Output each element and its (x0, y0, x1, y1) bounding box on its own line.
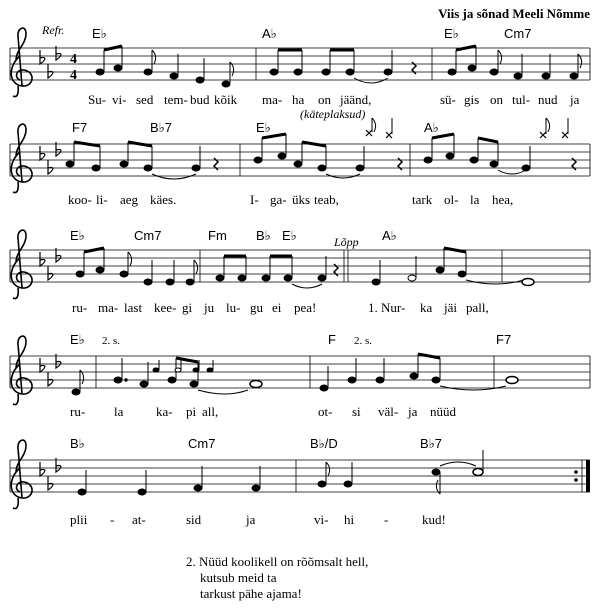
lyric-syllable: last (124, 300, 143, 315)
staff-3 (10, 230, 590, 298)
chord: B♭7 (150, 120, 173, 135)
lyric-syllable: kee- (154, 300, 177, 315)
lyric-syllable: tul- (512, 92, 531, 107)
lyric-syllable: vi- (112, 92, 127, 107)
lyric-syllable: sed (136, 92, 154, 107)
chord: B♭/D (310, 436, 338, 451)
lyric-syllable: jäi (444, 300, 457, 315)
lyric-syllable: ka (420, 300, 433, 315)
chord: B♭7 (420, 436, 443, 451)
lyric-syllable: koo- (68, 192, 92, 207)
lyric-syllable: la (114, 404, 124, 419)
chord: B♭ (70, 436, 85, 451)
lyric-syllable: ha (292, 92, 305, 107)
lyric-syllable: gi (182, 300, 193, 315)
lyric-syllable: aeg (120, 192, 139, 207)
lyric-syllable: 1. Nur- (368, 300, 406, 315)
lyric-syllable: ka- (156, 404, 173, 419)
refrain-mark: Refr. (42, 23, 65, 37)
lyric-syllable: ja (570, 92, 580, 107)
lyric-syllable: tark (412, 192, 433, 207)
chord: F7 (496, 332, 512, 347)
lyric-syllable: ot- (318, 404, 333, 419)
time-signature-top: 4 (70, 52, 77, 67)
lyric-syllable: pall, (466, 300, 489, 315)
lyric-syllable: üks (292, 192, 311, 207)
lyric-syllable: nud (538, 92, 558, 107)
lyric-syllable: ru- (70, 404, 86, 419)
lyric-syllable: lu- (226, 300, 241, 315)
time-signature-bottom: 4 (70, 68, 77, 83)
chord: A♭ (262, 26, 277, 41)
chord: B♭ (256, 228, 271, 243)
chord: Cm7 (134, 228, 162, 243)
lyric-syllable: pea! (294, 300, 317, 315)
lyric-syllable: kõik (214, 92, 238, 107)
lyric-syllable: kud! (422, 512, 446, 527)
chord: A♭ (382, 228, 397, 243)
verse-2-line: tarkust pähe ajama! (200, 586, 302, 601)
lyric-syllable: ma- (262, 92, 283, 107)
lyric-syllable: ru- (72, 300, 88, 315)
end-mark: Lõpp (334, 235, 359, 249)
lyric-syllable: ma- (98, 300, 119, 315)
chord: Cm7 (504, 26, 532, 41)
lyrics-line-2 (68, 192, 513, 207)
lyric-syllable: Su- (88, 92, 107, 107)
lyric-syllable: nüüd (430, 404, 456, 419)
lyric-syllable: all, (202, 404, 219, 419)
lyric-syllable: tem- (164, 92, 188, 107)
staff-5 (10, 440, 590, 508)
verse-2-line: 2. Nüüd koolikell on rõõmsalt hell, (186, 554, 369, 569)
chord-symbols (70, 26, 531, 451)
lyric-syllable: pi (186, 404, 197, 419)
chord: E♭ (282, 228, 297, 243)
lyric-syllable: on (318, 92, 331, 107)
verse-2-line: kutsub meid ta (200, 570, 277, 585)
second-time-mark: 2. s. (102, 335, 121, 347)
chord: E♭ (92, 26, 107, 41)
credit-line: Viis ja sõnad Meeli Nõmme (438, 6, 590, 21)
lyrics-line-5 (70, 512, 446, 527)
lyrics-line-3 (72, 300, 489, 315)
lyric-syllable: sid (186, 512, 202, 527)
chord: E♭ (70, 228, 85, 243)
lyric-syllable: sü- (440, 92, 456, 107)
lyric-syllable: teab, (314, 192, 339, 207)
lyrics-line-4 (70, 404, 457, 419)
lyric-syllable: gu (250, 300, 263, 315)
chord: E♭ (70, 332, 85, 347)
lyric-syllable: ga- (270, 192, 287, 207)
chord: E♭ (444, 26, 459, 41)
chord: F7 (72, 120, 88, 135)
lyric-syllable: - (110, 512, 115, 527)
lyric-syllable: plii (70, 512, 88, 527)
lyric-syllable: väl- (378, 404, 399, 419)
lyric-syllable: hea, (492, 192, 514, 207)
lyric-syllable: ei (272, 300, 282, 315)
lyric-syllable: at- (132, 512, 146, 527)
lyric-syllable: I- (250, 192, 259, 207)
second-time-mark: 2. s. (354, 335, 373, 347)
lyric-syllable: la (470, 192, 480, 207)
lyric-syllable: bud (190, 92, 210, 107)
lyric-syllable: ol- (444, 192, 459, 207)
chord: Fm (208, 228, 227, 243)
lyric-syllable: hi (344, 512, 355, 527)
lyric-syllable: si (352, 404, 361, 419)
chord: Cm7 (188, 436, 216, 451)
lyric-syllable: käes. (150, 192, 177, 207)
lyrics-line-1 (88, 92, 580, 107)
lyric-syllable: jäänd, (340, 92, 372, 107)
chord: A♭ (424, 120, 439, 135)
staff-2 (10, 118, 590, 193)
lyric-syllable: ja (408, 404, 418, 419)
lyric-syllable: on (490, 92, 503, 107)
lyric-syllable: li- (96, 192, 108, 207)
chord: F (328, 332, 336, 347)
lyric-syllable: ja (246, 512, 256, 527)
lyric-syllable: - (384, 512, 389, 527)
lyric-syllable: ju (204, 300, 215, 315)
verse-2 (186, 554, 368, 602)
chord: E♭ (256, 120, 271, 135)
lyric-syllable: gis (464, 92, 480, 107)
lyric-syllable: vi- (314, 512, 329, 527)
claps-mark: (käteplaksud) (300, 107, 366, 121)
